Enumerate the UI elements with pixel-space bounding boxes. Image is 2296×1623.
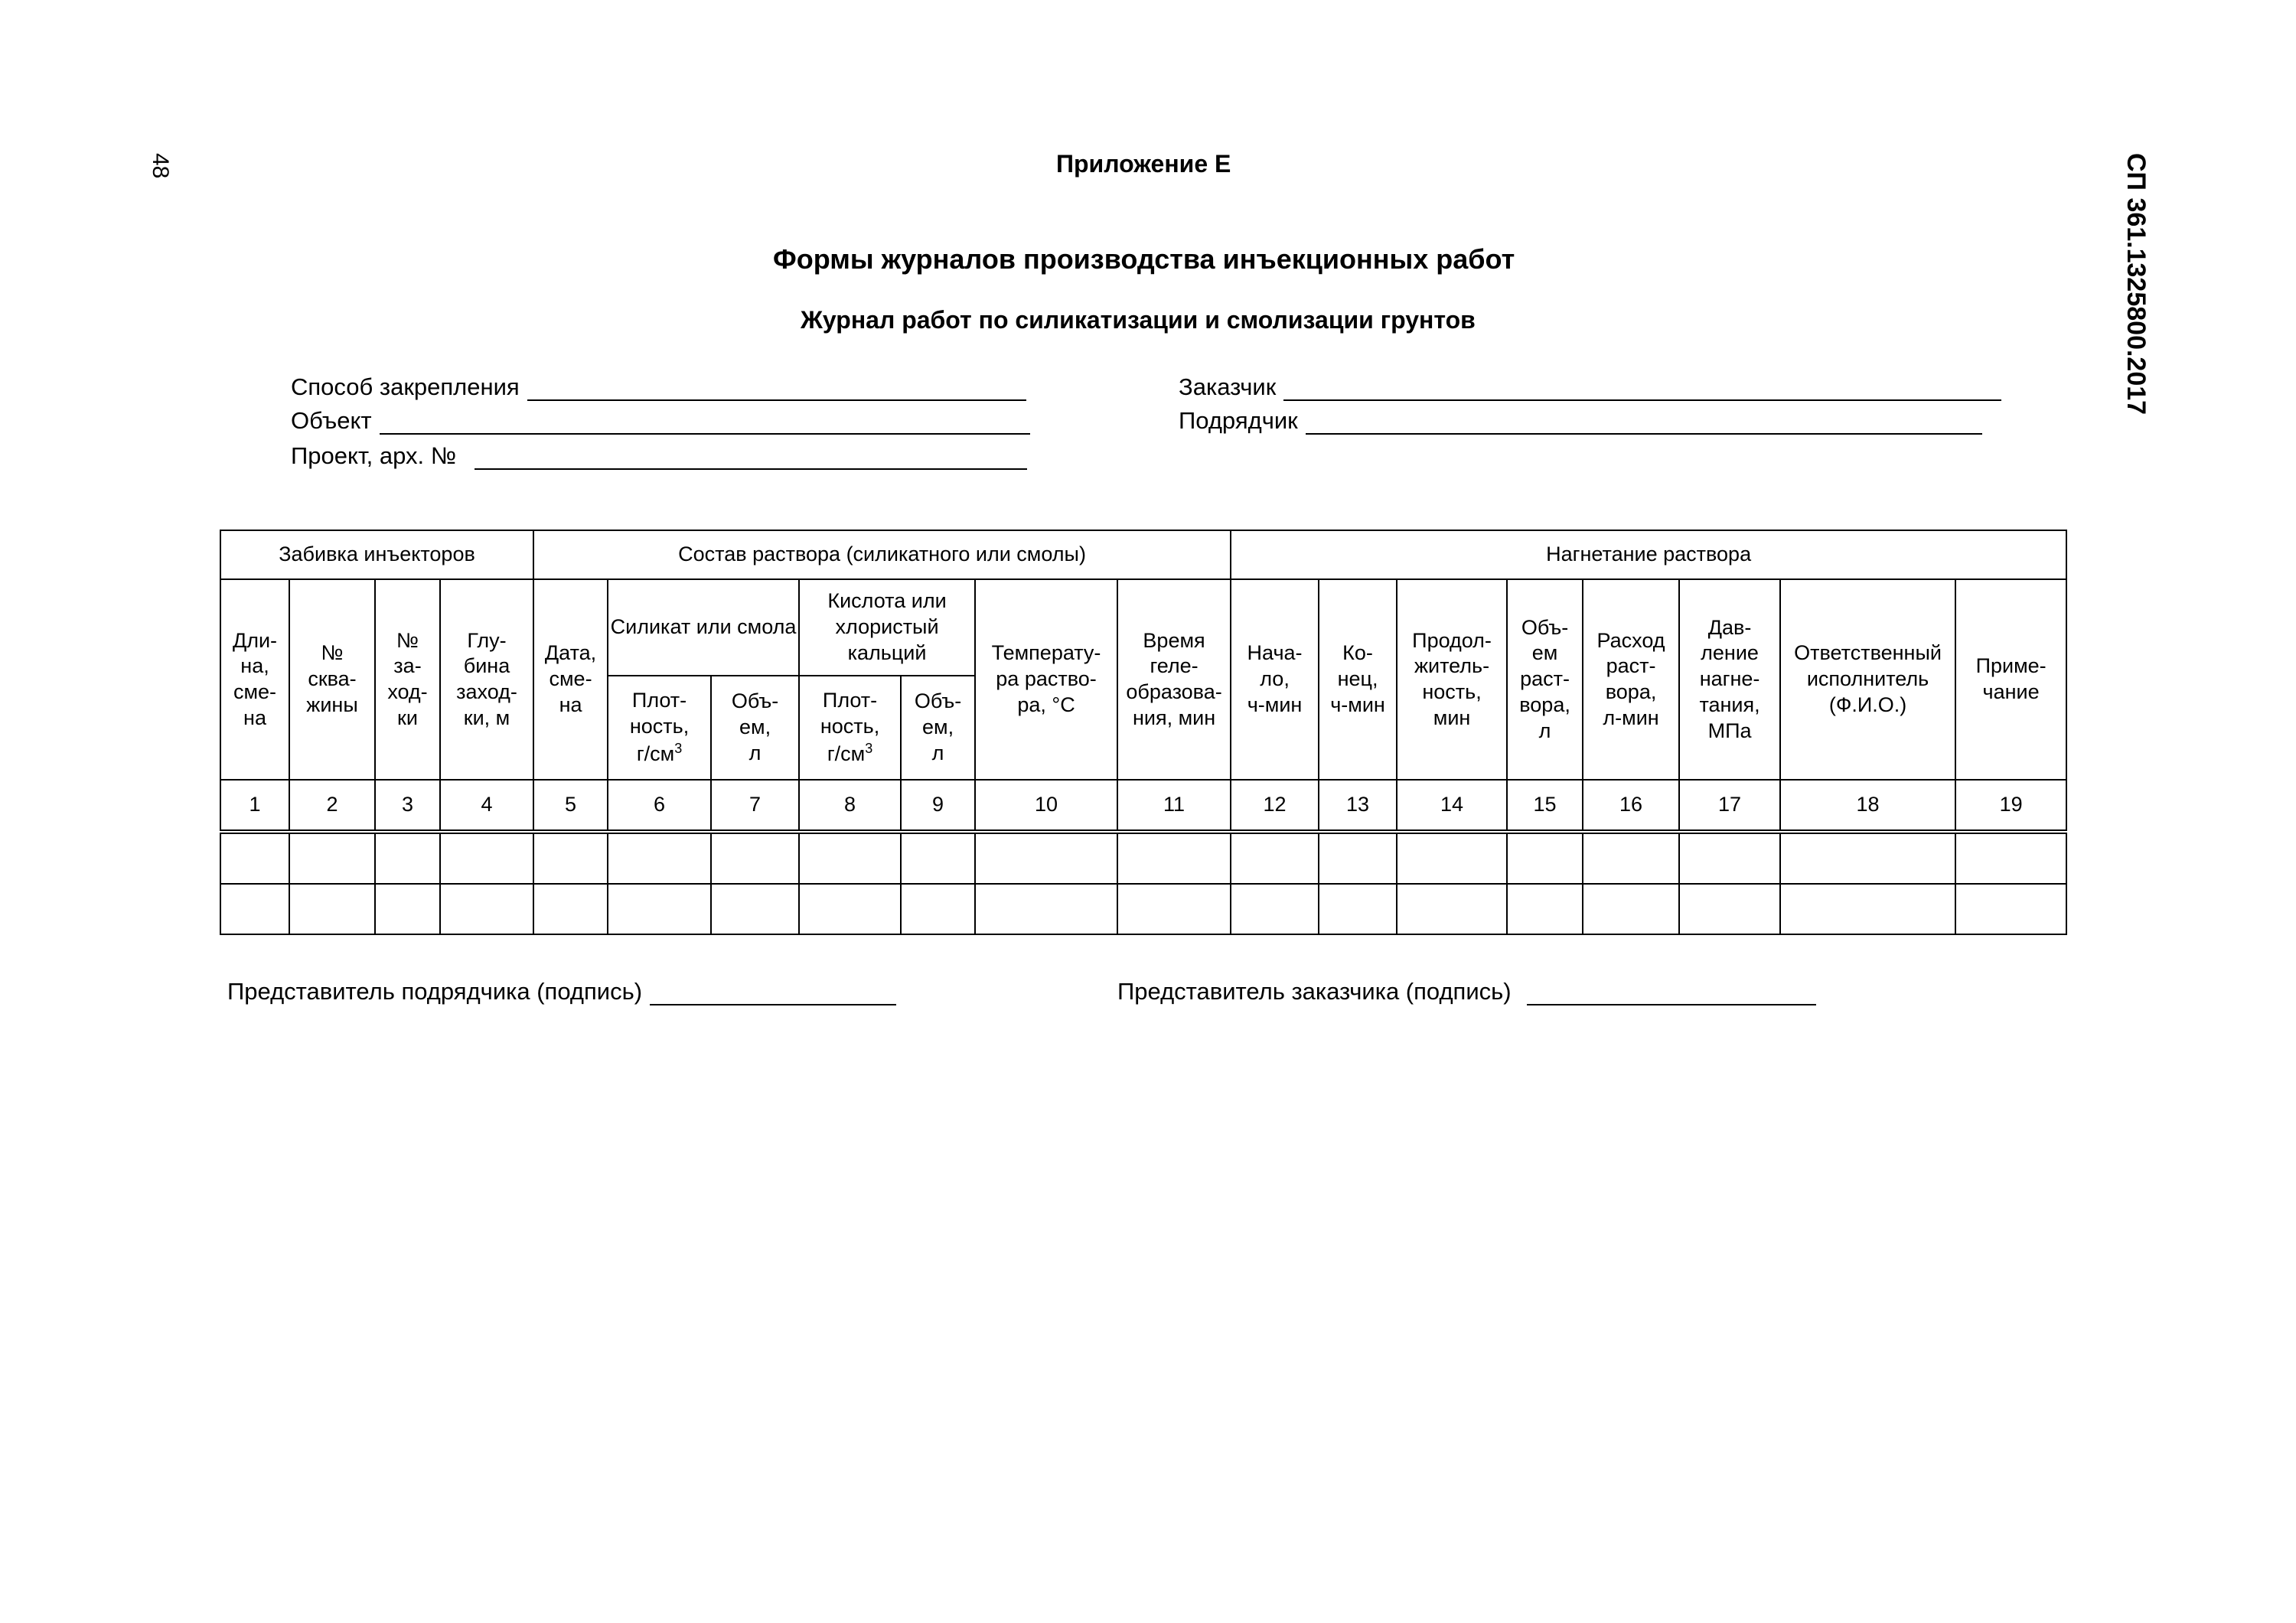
subgroup-silicate: Силикат или смола xyxy=(608,579,799,676)
col-number-16: 16 xyxy=(1583,780,1679,832)
document-id: СП 361.1325800.2017 xyxy=(2122,153,2151,416)
project-line[interactable] xyxy=(475,447,1027,470)
method-field xyxy=(291,373,1026,401)
table-cell[interactable] xyxy=(289,832,375,884)
col-header-18: Ответственный исполнитель (Ф.И.О.) xyxy=(1780,579,1955,780)
table-cell[interactable] xyxy=(1679,884,1780,934)
table-cell[interactable] xyxy=(1780,884,1955,934)
table-cell[interactable] xyxy=(375,884,440,934)
customer-field xyxy=(1179,373,2001,401)
contractor-signature-label: Представитель подрядчика (подпись) xyxy=(227,978,643,1005)
group-composition: Состав раствора (силикатного или смолы) xyxy=(533,530,1231,579)
table-cell[interactable] xyxy=(220,832,289,884)
appendix-label: Приложение Е xyxy=(1056,150,1231,178)
col-number-15: 15 xyxy=(1507,780,1583,832)
col-header-9: Объ- ем, л xyxy=(901,676,975,780)
customer-label: Заказчик xyxy=(1179,373,1277,400)
col-header-14: Продол- житель- ность, мин xyxy=(1397,579,1507,780)
table-cell[interactable] xyxy=(533,832,608,884)
group-injection: Нагнетание раствора xyxy=(1231,530,2066,579)
col-number-18: 18 xyxy=(1780,780,1955,832)
contractor-signature xyxy=(227,978,896,1005)
table-cell[interactable] xyxy=(711,884,799,934)
table-cell[interactable] xyxy=(1583,884,1679,934)
col-header-10: Температу- ра раство- ра, °С xyxy=(975,579,1117,780)
col-number-6: 6 xyxy=(608,780,711,832)
method-line[interactable] xyxy=(527,378,1026,401)
col-number-19: 19 xyxy=(1955,780,2066,832)
table-cell[interactable] xyxy=(1319,884,1397,934)
col-header-8 xyxy=(799,676,901,780)
table-row xyxy=(220,832,2066,884)
table-cell[interactable] xyxy=(608,884,711,934)
col-number-10: 10 xyxy=(975,780,1117,832)
table-row xyxy=(220,884,2066,934)
table-cell[interactable] xyxy=(799,832,901,884)
object-field xyxy=(291,407,1030,435)
project-label: Проект, арх. № xyxy=(291,442,457,469)
table-cell[interactable] xyxy=(1117,884,1231,934)
object-label: Объект xyxy=(291,407,372,434)
contractor-field xyxy=(1179,407,1982,435)
col-header-16: Расход раст- вора, л-мин xyxy=(1583,579,1679,780)
table-cell[interactable] xyxy=(711,832,799,884)
col-header-3: № за- ход- ки xyxy=(375,579,440,780)
contractor-line[interactable] xyxy=(1306,412,1982,435)
table-cell[interactable] xyxy=(1583,832,1679,884)
page-title: Формы журналов производства инъекционных работ xyxy=(773,243,1515,275)
col-header-11: Время геле- образова- ния, мин xyxy=(1117,579,1231,780)
col-number-13: 13 xyxy=(1319,780,1397,832)
method-label: Способ закрепления xyxy=(291,373,520,400)
col-number-9: 9 xyxy=(901,780,975,832)
col-number-4: 4 xyxy=(440,780,533,832)
col-header-6-sup: 3 xyxy=(674,740,683,756)
col-header-1: Дли- на, сме- на xyxy=(220,579,289,780)
table-cell[interactable] xyxy=(533,884,608,934)
journal-title: Журнал работ по силикатизации и смолизации грунтов xyxy=(801,306,1476,334)
col-number-5: 5 xyxy=(533,780,608,832)
customer-signature-line[interactable] xyxy=(1527,983,1816,1005)
table-cell[interactable] xyxy=(901,884,975,934)
col-header-8-text: Плот- ность, г/см xyxy=(820,689,880,765)
object-line[interactable] xyxy=(380,412,1030,435)
col-header-13: Ко- нец, ч-мин xyxy=(1319,579,1397,780)
table-cell[interactable] xyxy=(975,884,1117,934)
table-cell[interactable] xyxy=(799,884,901,934)
table-cell[interactable] xyxy=(375,832,440,884)
table-cell[interactable] xyxy=(289,884,375,934)
customer-line[interactable] xyxy=(1283,378,2001,401)
table-cell[interactable] xyxy=(1397,884,1507,934)
table-cell[interactable] xyxy=(608,832,711,884)
col-header-7: Объ- ем, л xyxy=(711,676,799,780)
col-header-12: Нача- ло, ч-мин xyxy=(1231,579,1319,780)
col-number-2: 2 xyxy=(289,780,375,832)
table-cell[interactable] xyxy=(901,832,975,884)
subgroup-acid: Кислота или хлористый кальций xyxy=(799,579,975,676)
col-number-1: 1 xyxy=(220,780,289,832)
table-cell[interactable] xyxy=(1780,832,1955,884)
col-header-4: Глу- бина заход- ки, м xyxy=(440,579,533,780)
table-cell[interactable] xyxy=(1507,832,1583,884)
table-cell[interactable] xyxy=(975,832,1117,884)
col-header-15: Объ- ем раст- вора, л xyxy=(1507,579,1583,780)
col-number-7: 7 xyxy=(711,780,799,832)
table-cell[interactable] xyxy=(1955,832,2066,884)
table-cell[interactable] xyxy=(220,884,289,934)
customer-signature-label: Представитель заказчика (подпись) xyxy=(1117,978,1512,1005)
contractor-label: Подрядчик xyxy=(1179,407,1298,434)
col-header-6-text: Плот- ность, г/см xyxy=(629,689,690,765)
table-cell[interactable] xyxy=(440,884,533,934)
table-cell[interactable] xyxy=(1679,832,1780,884)
col-number-17: 17 xyxy=(1679,780,1780,832)
page-number: 48 xyxy=(148,153,173,179)
table-cell[interactable] xyxy=(1507,884,1583,934)
col-number-3: 3 xyxy=(375,780,440,832)
column-numbers-row xyxy=(220,780,2066,832)
col-header-6 xyxy=(608,676,711,780)
table-cell[interactable] xyxy=(1319,832,1397,884)
table-cell[interactable] xyxy=(440,832,533,884)
table-cell[interactable] xyxy=(1231,832,1319,884)
col-number-8: 8 xyxy=(799,780,901,832)
col-number-14: 14 xyxy=(1397,780,1507,832)
group-injectors: Забивка инъекторов xyxy=(220,530,533,579)
project-field xyxy=(291,442,1027,470)
col-header-19: Приме- чание xyxy=(1955,579,2066,780)
table-cell[interactable] xyxy=(1397,832,1507,884)
table-cell[interactable] xyxy=(1955,884,2066,934)
col-number-12: 12 xyxy=(1231,780,1319,832)
contractor-signature-line[interactable] xyxy=(650,983,896,1005)
table-cell[interactable] xyxy=(1231,884,1319,934)
col-header-8-sup: 3 xyxy=(865,740,873,756)
journal-table xyxy=(220,530,2067,935)
col-header-2: № сква- жины xyxy=(289,579,375,780)
col-header-17: Дав- ление нагне- тания, МПа xyxy=(1679,579,1780,780)
customer-signature xyxy=(1117,978,1816,1005)
table-cell[interactable] xyxy=(1117,832,1231,884)
col-header-5: Дата, сме- на xyxy=(533,579,608,780)
col-number-11: 11 xyxy=(1117,780,1231,832)
